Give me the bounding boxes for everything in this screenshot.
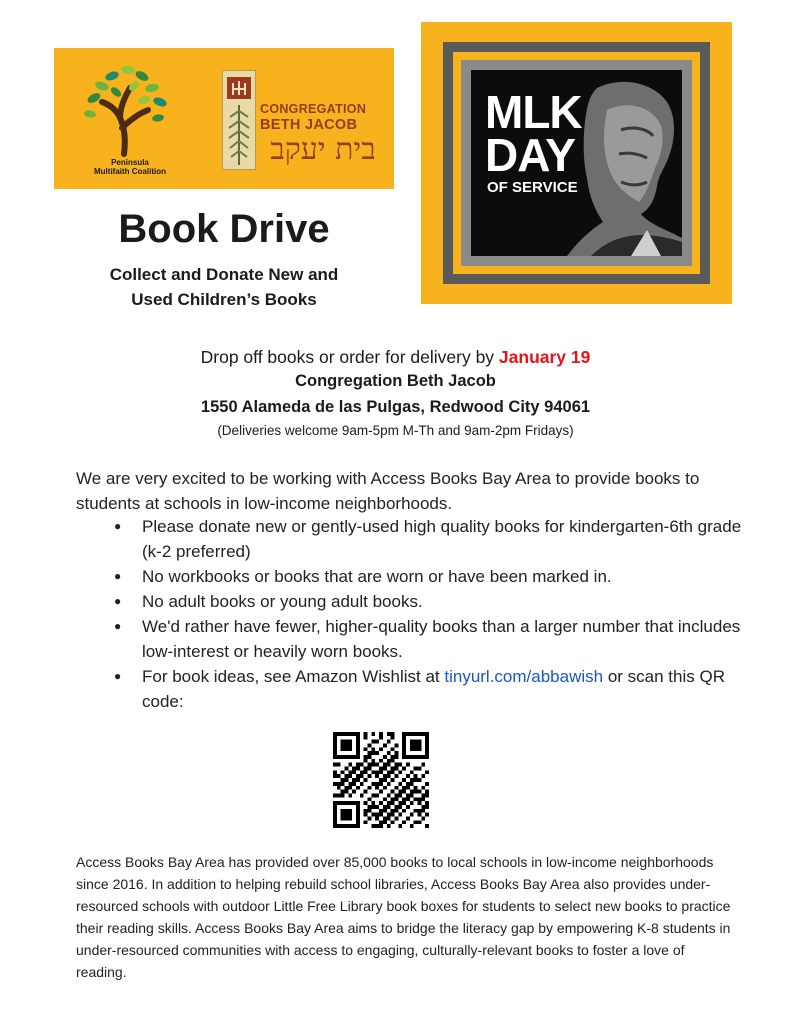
mlk-frame xyxy=(443,42,710,284)
venue-name: Congregation Beth Jacob xyxy=(295,372,496,390)
list-item: ● No workbooks or books that are worn or have been marked in. xyxy=(112,564,752,589)
list-item: ● We'd rather have fewer, higher-quality books than a larger number that includes low-interest or heavily worn books. xyxy=(112,614,752,664)
qr-code[interactable] xyxy=(333,732,429,828)
about-paragraph: Access Books Bay Area has provided over 85,000 books to local schools in low-income neighborhoods since 2016. In addition to helping rebuild school libraries, Access Books Bay Area also provides under-resourced schools with outdoor Little Free Library book boxes for students to select new books to practice their reading skills. Access Books Bay Area aims to bridge the literacy gap by empowering K-8 students in under-resourced communities with access to engaging, culturally-relevant books to foster a love of reading. xyxy=(76,854,731,980)
cbj-hebrew-name: בית יעקב xyxy=(270,132,376,167)
venue-address: 1550 Alameda de las Pulgas, Redwood City 94061 xyxy=(200,398,591,416)
peninsula-multifaith-coalition-logo xyxy=(72,58,182,183)
bookmark-icon xyxy=(222,70,256,170)
mlk-portrait xyxy=(471,70,682,256)
mlk-frame-gold xyxy=(453,52,700,274)
pmc-name-line-2: Multifaith Coalition xyxy=(94,167,166,176)
pmc-name xyxy=(72,158,188,176)
dropoff-lead: Drop off books or order for delivery by xyxy=(200,347,499,367)
logo-banner xyxy=(54,48,394,189)
mlk-day-graphic xyxy=(421,22,732,304)
subtitle-line-1: Collect and Donate New and xyxy=(109,265,339,284)
cbj-name-line-1: CONGREGATION xyxy=(260,102,367,116)
cbj-name-line-2: BETH JACOB xyxy=(260,117,358,133)
pmc-name-line-1: Peninsula xyxy=(111,158,149,167)
mlk-frame-gray xyxy=(461,60,692,266)
tree-icon xyxy=(72,58,182,158)
wishlist-lead: For book ideas, see Amazon Wishlist at xyxy=(142,667,445,686)
wishlist-link[interactable]: tinyurl.com/abbawish xyxy=(444,667,604,686)
mlk-title-line-3: OF SERVICE xyxy=(487,179,578,196)
intro-paragraph: We are very excited to be working with Access Books Bay Area to provide books to students at schools in low-income neighborhoods. xyxy=(76,469,700,513)
dropoff-date: January 19 xyxy=(498,347,591,367)
mlk-title-line-2: DAY xyxy=(485,129,575,181)
dropoff-info xyxy=(0,346,791,442)
delivery-hours: (Deliveries welcome 9am-5pm M-Th and 9am-2pm Fridays) xyxy=(217,423,574,438)
list-item: ● No adult books or young adult books. xyxy=(112,589,752,614)
list-item: ● Please donate new or gently-used high quality books for kindergarten-6th grade (k-2 preferred) xyxy=(112,514,752,564)
qr-code-icon xyxy=(333,732,429,828)
subtitle-line-2: Used Children’s Books xyxy=(131,290,317,309)
mlk-title-line-1: MLK xyxy=(485,86,582,138)
page-title: Book Drive xyxy=(118,207,330,251)
dropoff-deadline xyxy=(0,346,791,368)
page-subtitle xyxy=(64,262,384,312)
list-item-wishlist xyxy=(112,664,752,714)
congregation-beth-jacob-logo xyxy=(222,70,390,170)
wishlist-tail: or scan this QR code: xyxy=(142,667,725,711)
guidelines-list xyxy=(112,514,752,714)
